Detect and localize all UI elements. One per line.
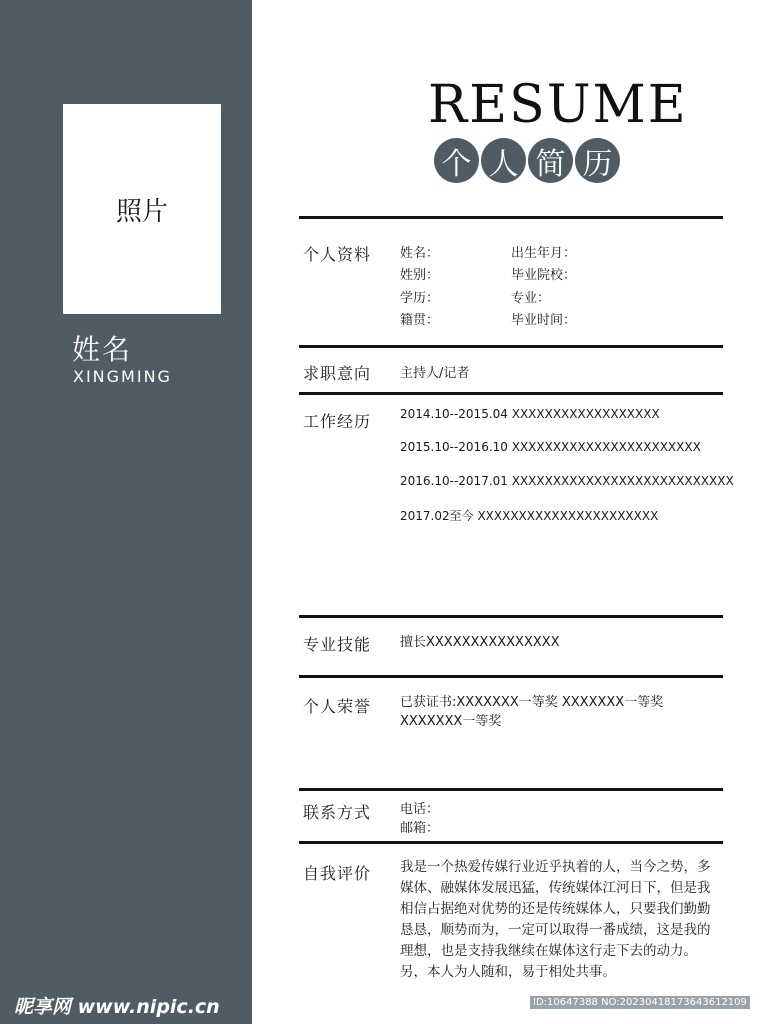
sidebar <box>0 0 252 1024</box>
title-char-circle: 人 <box>481 138 526 183</box>
work-item: 2014.10--2015.04 XXXXXXXXXXXXXXXXXX <box>400 407 660 421</box>
section-divider <box>299 788 723 791</box>
section-label-contact: 联系方式 <box>303 803 372 822</box>
site-watermark: 昵享网 www.nipic.cn <box>14 996 220 1018</box>
title-char-circle: 简 <box>528 138 573 183</box>
title-char-circle: 历 <box>575 138 620 183</box>
section-divider <box>299 216 723 219</box>
section-divider <box>299 615 723 618</box>
section-label-work: 工作经历 <box>303 412 372 431</box>
field-gender: 姓别： <box>400 268 440 283</box>
candidate-name-pinyin: XINGMING <box>73 367 172 386</box>
contact-email: 邮箱： <box>400 821 440 836</box>
section-divider <box>299 392 723 395</box>
contact-phone: 电话： <box>400 802 440 817</box>
work-item: 2016.10--2017.01 XXXXXXXXXXXXXXXXXXXXXXXXXXX <box>400 474 734 488</box>
image-id-watermark: ID:10647388 NO:20230418173643612109 <box>530 996 750 1009</box>
field-major: 专业： <box>511 291 551 306</box>
section-label-personal: 个人资料 <box>303 245 372 264</box>
resume-title-cn <box>434 138 620 183</box>
resume-title: RESUME <box>428 75 688 135</box>
honors-line: 已获证书:XXXXXXX一等奖 XXXXXXX一等奖 <box>400 695 664 710</box>
section-label-self: 自我评价 <box>303 864 372 883</box>
section-label-skills: 专业技能 <box>303 635 372 654</box>
self-evaluation-text: 我是一个热爱传媒行业近乎执着的人，当今之势，多媒体、融媒体发展迅猛，传统媒体江河日下，但是我相信占据绝对优势的还是传统媒体人，只要我们勤勤恳恳，顺势而为，一定可以取得一番成绩，这是我的理想，也是支持我继续在媒体这行走下去的动力。另，本人为人随和，易于相处共事。 <box>400 859 711 980</box>
photo-placeholder <box>63 104 221 314</box>
field-birth: 出生年月： <box>511 246 577 261</box>
work-item: 2017.02至今 XXXXXXXXXXXXXXXXXXXXXX <box>400 509 659 523</box>
photo-label: 照片 <box>115 196 168 227</box>
title-char-circle: 个 <box>434 138 479 183</box>
honors-line: XXXXXXX一等奖 <box>400 714 502 729</box>
candidate-name: 姓名 <box>72 333 133 366</box>
field-name: 姓名： <box>400 246 440 261</box>
field-education: 学历： <box>400 291 440 306</box>
intent-value: 主持人/记者 <box>400 366 470 381</box>
field-school: 毕业院校： <box>511 268 577 283</box>
section-divider <box>299 345 723 348</box>
skills-value: 擅长XXXXXXXXXXXXXXX <box>400 635 560 650</box>
section-label-intent: 求职意向 <box>303 364 372 383</box>
section-label-honors: 个人荣誉 <box>303 697 372 716</box>
section-divider <box>299 841 723 844</box>
section-divider <box>299 675 723 678</box>
field-hometown: 籍贯： <box>400 313 440 328</box>
field-graduation: 毕业时间： <box>511 313 577 328</box>
work-item: 2015.10--2016.10 XXXXXXXXXXXXXXXXXXXXXXX <box>400 440 701 454</box>
